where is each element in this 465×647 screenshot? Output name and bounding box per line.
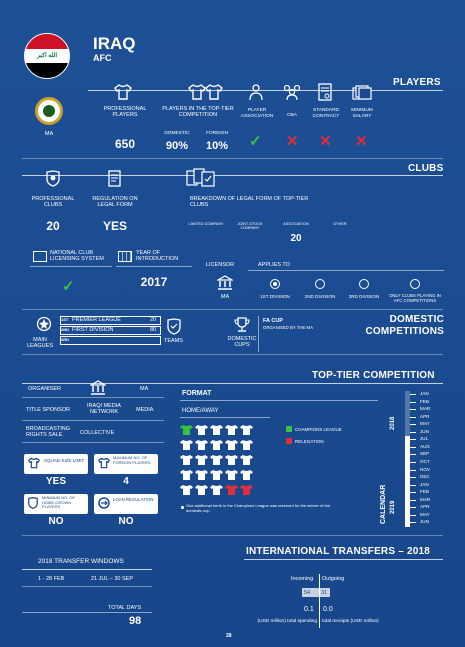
association-form-value: 20 <box>290 233 302 244</box>
rights-value: COLLECTIVE <box>80 430 115 436</box>
footnote: One additional berth in the Champions League was reserved for the winner of the domestic cup <box>186 503 331 513</box>
month-tick <box>410 394 416 395</box>
month-label: JUN <box>420 519 429 525</box>
window-2: 21 JUL – 30 SEP <box>91 576 133 582</box>
professional-players-label: PROFESSIONAL PLAYERS <box>103 106 147 119</box>
sponsor-value: IRAQI MEDIA NETWORK <box>87 403 121 416</box>
toptier-divider <box>22 383 443 384</box>
foreign-label: FOREIGN <box>206 131 228 136</box>
shirt-icon <box>180 425 193 435</box>
organiser-label: ORGANISER <box>28 386 62 392</box>
sponsor-underline <box>22 420 164 421</box>
cba-icon <box>282 84 302 101</box>
month-label: MAY <box>420 511 430 517</box>
cup-organiser: ORGANISED BY THE MA <box>263 325 313 330</box>
month-tick <box>410 432 416 433</box>
year-label: YEAR OF INTRODUCTION <box>136 250 179 263</box>
month-label: APR <box>420 504 430 510</box>
month-tick <box>410 470 416 471</box>
contract-icon <box>318 83 332 101</box>
month-tick <box>410 424 416 425</box>
incoming-count: 54 <box>304 590 311 596</box>
squad-value: YES <box>45 476 66 487</box>
sponsor-type: MEDIA <box>136 407 154 413</box>
month-tick <box>410 439 416 440</box>
form-limited: LIMITED COMPANY <box>188 222 224 226</box>
league-teams-1: 20 <box>150 317 157 323</box>
month-label: FEB <box>420 398 429 404</box>
shirt-icon <box>210 455 223 465</box>
outgoing-label: Outgoing <box>322 576 345 582</box>
loan-icon <box>98 497 110 509</box>
minimum-salary-label: MINIMUM SALARY <box>351 108 373 119</box>
format-value: HOME/AWAY <box>182 408 219 414</box>
shirt-icon <box>225 425 238 435</box>
shirt-grid <box>180 424 276 496</box>
teams-shield-icon <box>167 318 181 335</box>
calendar-icon <box>118 251 132 262</box>
month-tick <box>410 417 416 418</box>
league-tier-3: 3RD <box>61 337 70 342</box>
shirt-icon <box>210 470 223 480</box>
licensing-icon <box>33 251 47 262</box>
rights-label: BROADCASTING RIGHTS SALE <box>26 426 71 439</box>
confederation: AFC <box>93 53 112 63</box>
players-divider <box>88 90 443 91</box>
month-tick <box>410 454 416 455</box>
shirt-icon <box>240 425 253 435</box>
form-association: ASSOCIATION <box>283 222 309 226</box>
player-association-label: PLAYER ASSOCIATION <box>240 108 274 119</box>
legend-champions-swatch <box>286 426 292 432</box>
legend-relegation-swatch <box>286 438 292 444</box>
players-bottom-divider <box>22 158 443 159</box>
shirt-icon <box>195 455 208 465</box>
shirt-icon <box>240 440 253 450</box>
month-label: JUL <box>420 436 429 442</box>
month-tick <box>410 402 416 403</box>
regulation-label: REGULATION ON LEGAL FORM <box>92 196 138 209</box>
cup-name: FA CUP <box>263 318 283 324</box>
clubs-divider <box>22 175 443 176</box>
cba-cross-icon: ✕ <box>286 133 299 150</box>
page-number: 28 <box>226 633 232 639</box>
shirt-icon <box>210 425 223 435</box>
salary-cross-icon: ✕ <box>355 133 368 150</box>
year-2019: 2019 <box>390 500 396 514</box>
month-tick <box>410 409 416 410</box>
player-association-icon <box>248 84 264 101</box>
toptier-bottom-divider <box>22 535 443 536</box>
league-teams-2: 80 <box>150 327 157 333</box>
total-days-label: TOTAL DAYS <box>108 605 142 611</box>
foreign-max-value: 4 <box>123 476 129 487</box>
month-tick <box>410 485 416 486</box>
applies-option-3rd: 3RD DIVISION <box>348 294 380 299</box>
applies-radio-1st <box>270 279 280 289</box>
money-icon <box>352 85 372 100</box>
window-1: 1 - 28 FEB <box>38 576 65 582</box>
transfers-section-title: INTERNATIONAL TRANSFERS – 2018 <box>246 546 430 557</box>
shirt-icon <box>180 455 193 465</box>
shirt-icon <box>240 485 253 495</box>
league-name-1: PREMIER LEAGUE <box>72 317 121 323</box>
squad-shirt-icon <box>28 457 40 469</box>
domestic-value: 90% <box>165 140 189 152</box>
legend-champions-label: CHAMPIONS LEAGUE <box>295 427 342 432</box>
receipts-label: total receipts (USD million) <box>322 619 379 624</box>
applies-radio-2nd <box>315 279 325 289</box>
main-leagues-label: MAIN LEAGUES <box>27 337 53 350</box>
organiser-underline <box>22 397 164 398</box>
domestic-cups-label: DOMESTIC CUPS <box>227 336 257 349</box>
licensor-value: MA <box>220 294 230 300</box>
homegrown-label: MINIMUM NO. OF HOME-GROWN PLAYERS <box>42 495 75 510</box>
domestic-section-title: DOMESTIC COMPETITIONS <box>365 314 444 337</box>
format-value-underline <box>180 417 270 418</box>
organiser-value: MA <box>140 386 149 392</box>
shirt-icon <box>240 455 253 465</box>
professional-players-value: 650 <box>114 137 136 151</box>
shirt-icon <box>240 470 253 480</box>
contract-cross-icon: ✕ <box>319 133 332 150</box>
month-label: APR <box>420 413 430 419</box>
teams-label: TEAMS <box>164 338 183 344</box>
shirt-icon <box>205 84 223 100</box>
month-label: MAR <box>420 406 431 412</box>
outgoing-count: 31 <box>321 590 328 596</box>
toptier-section-title: TOP-TIER COMPETITION <box>312 370 435 381</box>
footnote-bullet <box>181 506 184 509</box>
month-label: MAY <box>420 421 430 427</box>
receipts-value: 0.0 <box>323 606 333 613</box>
month-label: FEB <box>420 489 429 495</box>
month-label: AUG <box>420 443 430 449</box>
shirt-icon <box>180 440 193 450</box>
shirt-icon <box>225 440 238 450</box>
year-2018: 2018 <box>390 416 396 430</box>
calendar-months <box>420 391 444 527</box>
shirt-icon <box>195 440 208 450</box>
year-underline <box>116 266 192 267</box>
applies-underline <box>248 270 444 271</box>
month-label: JUN <box>420 428 429 434</box>
federation-logo <box>35 97 63 125</box>
month-label: MAR <box>420 496 431 502</box>
shirt-icon <box>210 440 223 450</box>
shirt-icon <box>114 84 132 100</box>
year-value: 2017 <box>140 275 168 289</box>
clubs-bottom-divider <box>22 309 443 310</box>
toptier-players-label: PLAYERS IN THE TOP-TIER COMPETITION <box>162 106 234 119</box>
incoming-label: Incoming <box>291 576 314 582</box>
player-association-check-icon: ✓ <box>249 133 262 150</box>
licensor-label: LICENSOR <box>206 262 235 268</box>
month-tick <box>410 515 416 516</box>
applies-option-1st: 1ST DIVISION <box>260 294 290 299</box>
month-tick <box>410 477 416 478</box>
applies-radio-afc <box>410 279 420 289</box>
league-row-3 <box>60 336 161 345</box>
total-days-value: 98 <box>129 615 142 627</box>
players-section-title: PLAYERS <box>393 77 441 88</box>
professional-clubs-value: 20 <box>46 219 60 233</box>
trophy-icon <box>233 316 251 333</box>
homegrown-value: NO <box>48 516 64 527</box>
country-flag: الله اكبر <box>24 33 70 79</box>
domestic-divider <box>22 354 443 355</box>
format-label: FORMAT <box>182 390 212 397</box>
applies-option-afc: ONLY CLUBS PLAYING IN AFC COMPETITIONS <box>389 293 441 303</box>
shirt-icon <box>225 470 238 480</box>
institution-icon <box>217 275 233 290</box>
squad-label: SQUAD-SIZE LIMIT <box>44 458 85 463</box>
licensing-underline <box>30 266 112 267</box>
calendar-label: CALENDAR <box>380 484 387 524</box>
month-tick <box>410 500 416 501</box>
cba-label: CBA <box>287 113 297 118</box>
form-joint-stock: JOINT-STOCK COMPANY <box>237 222 263 231</box>
professional-clubs-label: PROFESSIONAL CLUBS <box>31 196 75 209</box>
licensing-label: NATIONAL CLUB LICENSING SYSTEM <box>50 250 104 263</box>
legend-relegation-label: RELEGATION <box>295 439 324 444</box>
shirt-icon <box>188 84 206 100</box>
standard-contract-label: STANDARD CONTRACT <box>312 108 340 119</box>
league-tier-1: 1ST <box>61 317 69 322</box>
transfers-divider <box>244 559 443 560</box>
loan-value: NO <box>118 516 134 527</box>
club-crest-icon <box>46 170 60 187</box>
windows-bottom-line <box>22 586 152 587</box>
month-label: SEP <box>420 451 430 457</box>
institution-icon <box>90 380 106 395</box>
clubs-section-title: CLUBS <box>408 163 444 174</box>
month-label: OCT <box>420 459 430 464</box>
domestic-label: DOMESTIC <box>164 131 190 136</box>
shirt-icon <box>180 470 193 480</box>
sponsor-label: TITLE SPONSOR <box>26 407 71 413</box>
shirt-icon <box>195 470 208 480</box>
regulation-value: YES <box>102 219 127 233</box>
league-tier-2: 2ND <box>61 327 70 332</box>
federation-abbr: MA <box>44 131 54 137</box>
month-label: NOV <box>420 466 430 472</box>
shirt-icon <box>180 485 193 495</box>
shirt-icon <box>225 455 238 465</box>
spending-value: 0.1 <box>304 606 314 613</box>
homegrown-shield-icon <box>28 497 38 509</box>
cups-separator <box>258 316 259 352</box>
month-label: DEC <box>420 474 430 480</box>
regulation-document-icon <box>108 170 121 187</box>
foreign-shirt-icon <box>98 457 110 469</box>
form-other: OTHER <box>333 222 347 226</box>
month-label: JAN <box>420 391 429 396</box>
rights-underline <box>22 442 164 443</box>
month-tick <box>410 492 416 493</box>
shirt-icon <box>225 485 238 495</box>
breakdown-label: BREAKDOWN OF LEGAL FORM OF TOP-TIER CLUBS <box>190 196 309 209</box>
league-name-2: FIRST DIVISION <box>72 327 114 333</box>
spending-label: (USD million) total spending <box>257 619 317 624</box>
applies-radio-3rd <box>359 279 369 289</box>
loan-label: LOAN REGULATION <box>113 497 154 502</box>
windows-label: 2018 TRANSFER WINDOWS <box>38 558 124 565</box>
shirt-icon <box>210 485 223 495</box>
licensing-check-icon: ✓ <box>62 278 75 295</box>
month-tick <box>410 507 416 508</box>
applies-label: APPLIES TO <box>258 262 290 268</box>
month-tick <box>410 447 416 448</box>
legal-form-icon <box>186 168 216 188</box>
shirt-icon <box>195 425 208 435</box>
calendar-ticks <box>410 391 418 527</box>
windows-underline <box>22 569 152 570</box>
month-tick <box>410 462 416 463</box>
shirt-icon <box>195 485 208 495</box>
total-days-underline <box>22 612 152 613</box>
country-name: IRAQ <box>93 34 136 53</box>
league-crest-icon <box>36 316 52 332</box>
transfers-center-line <box>319 574 320 628</box>
month-tick <box>410 522 416 523</box>
format-underline <box>180 400 378 401</box>
month-label: JAN <box>420 481 429 487</box>
foreign-max-label: MAXIMUM NO. OF FOREIGN PLAYERS <box>113 455 151 465</box>
applies-option-2nd: 2ND DIVISION <box>304 294 336 299</box>
foreign-value: 10% <box>205 140 229 152</box>
